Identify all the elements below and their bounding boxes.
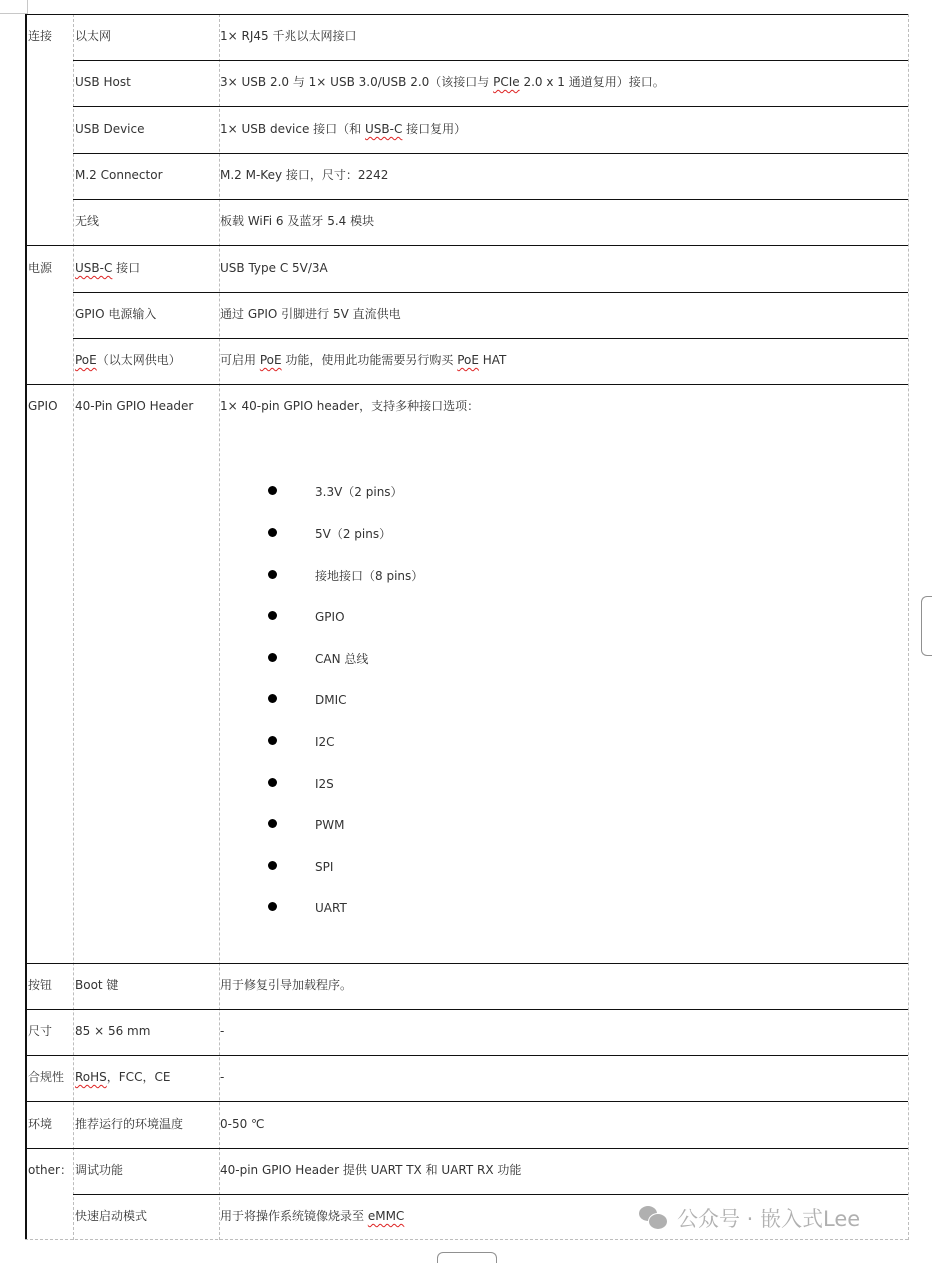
- item-label: 40-Pin GPIO Header: [75, 399, 194, 413]
- spellcheck-word: USB-C: [365, 122, 403, 136]
- group-label: 电源: [28, 261, 53, 275]
- item-description: M.2 M-Key 接口，尺寸：2242: [220, 168, 389, 182]
- item-label: M.2 Connector: [75, 168, 163, 182]
- bullet-icon: [268, 486, 277, 495]
- item-label: GPIO 电源输入: [75, 307, 157, 321]
- item-description: 通过 GPIO 引脚进行 5V 直流供电: [220, 307, 401, 321]
- group-label: other：: [28, 1163, 72, 1177]
- bullet-icon: [268, 528, 277, 537]
- item-description: -: [220, 1070, 225, 1084]
- item-label: Boot 键: [75, 978, 119, 992]
- item-description: 1× USB device 接口（和 USB-C 接口复用）: [220, 122, 467, 136]
- item-label: 推荐运行的环境温度: [75, 1117, 184, 1131]
- group-label: 合规性: [28, 1070, 65, 1084]
- item-label: USB-C 接口: [75, 261, 141, 275]
- bullet-icon: [268, 778, 277, 787]
- spellcheck-word: PoE: [75, 353, 97, 367]
- item-label: RoHS，FCC，CE: [75, 1070, 171, 1084]
- item-description: 用于修复引导加载程序。: [220, 978, 353, 992]
- spellcheck-word: USB-C: [75, 261, 113, 275]
- item-label: PoE（以太网供电）: [75, 353, 181, 367]
- column-gridline: [73, 14, 74, 1240]
- watermark: [637, 1203, 860, 1233]
- watermark-text: 公众号 · 嵌入式Lee: [677, 1207, 861, 1231]
- spellcheck-word: eMMC: [367, 1209, 405, 1223]
- table-bottom-gridline: [25, 1239, 908, 1240]
- margin-corner-mark: [27, 0, 28, 14]
- item-description: 1× RJ45 千兆以太网接口: [220, 29, 357, 43]
- item-description: 用于将操作系统镜像烧录至 eMMC: [220, 1209, 405, 1223]
- item-label: USB Device: [75, 122, 145, 136]
- bullet-icon: [268, 611, 277, 620]
- item-label: 无线: [75, 214, 100, 228]
- item-description: -: [220, 1024, 225, 1038]
- bullet-icon: [268, 570, 277, 579]
- spellcheck-word: PCIe: [493, 75, 520, 89]
- bullet-icon: [268, 736, 277, 745]
- item-description: 0-50 ℃: [220, 1117, 265, 1131]
- spellcheck-word: PoE: [457, 353, 479, 367]
- group-label: 环境: [28, 1117, 53, 1131]
- item-label: 快速启动模式: [75, 1209, 148, 1223]
- column-gridline: [219, 14, 220, 1240]
- group-label: 尺寸: [28, 1024, 53, 1038]
- item-label: 以太网: [75, 29, 112, 43]
- spec-table: 连接 以太网 1× RJ45 千兆以太网接口 USB Host 3× USB 2.0 与 1× USB 3.0/USB 2.0（该接口与 PCIe 2.0 x 1 通道复用）接口。 USB Device 1× USB device 接口（和 USB-C 接口复用） M.2 Connector M.2 M-Key 接口，尺寸：2242 无线 板载 WiFi 6 及蓝牙 5.4 模块 电源 USB-C 接口 USB Type C 5V/3A GPIO 电源输入 通过 GPIO 引脚进行 5V 直流供电 PoE（以太网供电） 可启用 PoE 功能，使用此功能需要另行购买 PoE HAT GPIO 40-Pin GPIO Header 1× 40-pin GPIO header，支持多种接口选项： 3.3V（2 pins） 5V（2 pins） 接地接口（8 pins） GPIO CAN 总线 DMIC I2C I2S PWM SPI UART 按钮 Boot 键 用于修复引导加载程序。 尺寸 85 × 56 mm - 合规性 RoHS，FCC，CE - 环境 推荐运行的环境温度 0-50 ℃ other： 调试功能 40-pin GPIO Header 提供 UART TX 和 UART RX 功能 快速启动模式 用于将操作系统镜像烧录至 eMMC: [25, 14, 908, 1240]
- group-label: 连接: [28, 29, 53, 43]
- table-right-gridline: [908, 14, 909, 1240]
- wechat-icon: [637, 1205, 669, 1231]
- bullet-icon: [268, 861, 277, 870]
- group-label: GPIO: [28, 399, 58, 413]
- table-left-border: [25, 14, 27, 1240]
- side-panel-toggle[interactable]: [921, 596, 932, 656]
- bullet-icon: [268, 902, 277, 911]
- bullet-icon: [268, 694, 277, 703]
- bullet-icon: [268, 653, 277, 662]
- bottom-panel-toggle[interactable]: [437, 1252, 497, 1263]
- item-description: 可启用 PoE 功能，使用此功能需要另行购买 PoE HAT: [220, 353, 507, 367]
- item-description: 3× USB 2.0 与 1× USB 3.0/USB 2.0（该接口与 PCIe 2.0 x 1 通道复用）接口。: [220, 75, 665, 89]
- bullet-icon: [268, 819, 277, 828]
- item-description: 40-pin GPIO Header 提供 UART TX 和 UART RX 功能: [220, 1163, 522, 1177]
- item-label: 调试功能: [75, 1163, 124, 1177]
- item-label: 85 × 56 mm: [75, 1024, 151, 1038]
- item-description: USB Type C 5V/3A: [220, 261, 328, 275]
- item-label: USB Host: [75, 75, 131, 89]
- spellcheck-word: RoHS: [75, 1070, 107, 1084]
- group-label: 按钮: [28, 978, 53, 992]
- item-description: 板载 WiFi 6 及蓝牙 5.4 模块: [220, 214, 375, 228]
- spellcheck-word: PoE: [259, 353, 282, 367]
- margin-corner-mark: [0, 13, 27, 14]
- item-description: 1× 40-pin GPIO header，支持多种接口选项：: [220, 399, 480, 413]
